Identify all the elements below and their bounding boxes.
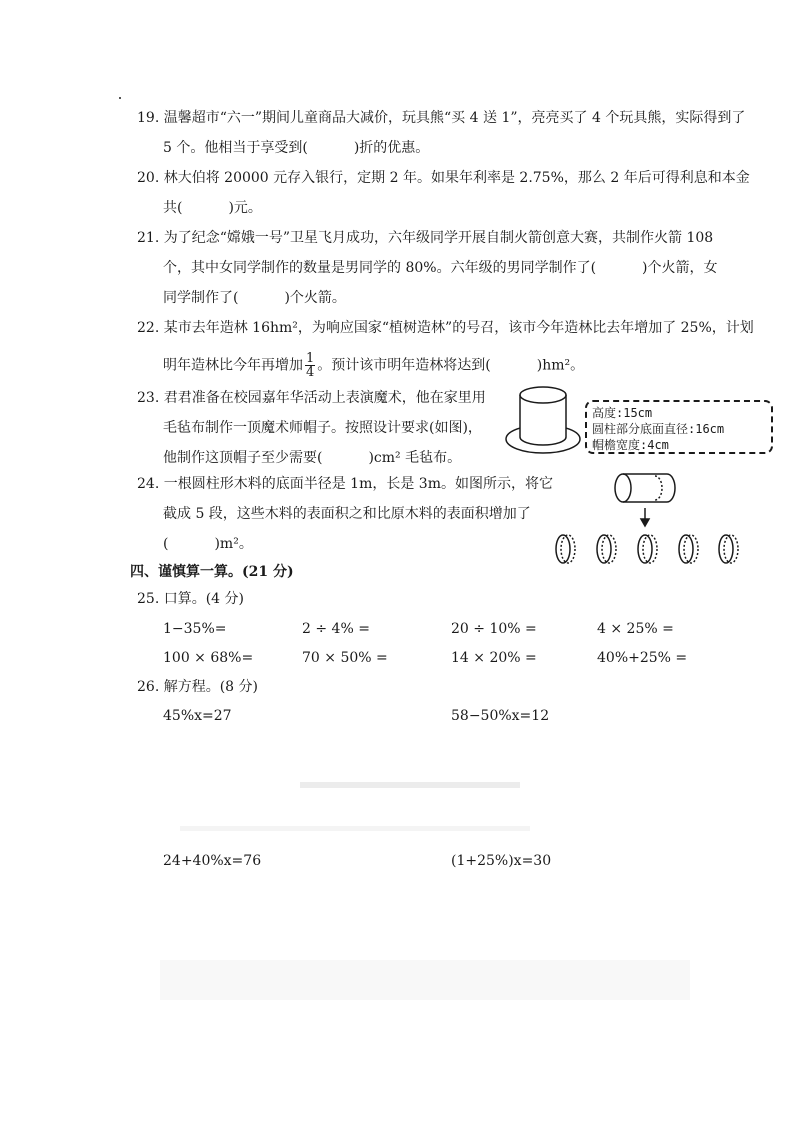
problem-24-line-1: 24. 一根圆柱形木料的底面半径是 1m，长是 3m。如图所示，将它 [137, 476, 553, 492]
magician-hat-illustration [500, 383, 590, 463]
bleed-through-mark [160, 960, 690, 1000]
fraction-one-quarter: $\frac{1}{4}$ [306, 351, 315, 380]
problem-20-line-1: 20. 林大伯将 20000 元存入银行，定期 2 年。如果年利率是 2.75%，那么 2 年后可得利息和本金 [137, 170, 750, 186]
problem-21-line-3: 同学制作了( )个火箭。 [163, 290, 346, 306]
whole-cylinder [615, 474, 675, 502]
problem-19-line-2: 5 个。他相当于享受到( )折的优惠。 [163, 140, 430, 156]
question-25-title: 25. 口算。(4 分) [137, 591, 244, 607]
equation-item: 24+40%x=76 [163, 853, 262, 869]
problem-23-line-3: 他制作这顶帽子至少需要( )cm² 毛毡布。 [163, 450, 462, 466]
problem-24-line-2: 截成 5 段，这些木料的表面积之和比原木料的表面积增加了 [163, 506, 531, 522]
problem-22-line-1: 22. 某市去年造林 16hm²，为响应国家“植树造林”的号召，该市今年造林比去年增加了 25%，计划 [137, 320, 754, 336]
oral-calc-item: 1−35%= [163, 621, 227, 637]
oral-calc-item: 20 ÷ 10% = [451, 621, 537, 637]
problem-19-line-1: 19. 温馨超市“六一”期间儿童商品大减价，玩具熊“买 4 送 1”，亮亮买了 4 个玩具熊，实际得到了 [137, 110, 746, 126]
question-26-title: 26. 解方程。(8 分) [137, 679, 258, 695]
problem-24-line-3: ( )m²。 [163, 536, 253, 552]
scan-speck [119, 97, 121, 99]
cylinder-cut-illustration [550, 468, 750, 573]
hat-height: 高度:15cm [592, 406, 653, 420]
hat-dimensions-box [585, 400, 773, 454]
oral-calc-item: 40%+25% = [597, 650, 688, 666]
oral-calc-item: 14 × 20% = [451, 650, 537, 666]
bleed-through-mark [180, 826, 530, 831]
equation-item: 58−50%x=12 [451, 708, 550, 724]
problem-22-line-2: 明年造林比今年再增加 $\frac{1}{4}$ 。预计该市明年造林将达到( )hm²。 [163, 351, 585, 380]
oral-calc-item: 70 × 50% = [302, 650, 388, 666]
oral-calc-item: 2 ÷ 4% = [302, 621, 370, 637]
equation-item: (1+25%)x=30 [451, 853, 552, 869]
section-4-title: 四、谨慎算一算。(21 分) [130, 564, 294, 580]
problem-23-line-2: 毛毡布制作一顶魔术师帽子。按照设计要求(如图)， [163, 420, 482, 436]
cut-pieces [556, 535, 738, 563]
problem-23-line-1: 23. 君君准备在校园嘉年华活动上表演魔术，他在家里用 [137, 390, 486, 406]
problem-21-line-2: 个，其中女同学制作的数量是男同学的 80%。六年级的男同学制作了( )个火箭，女 [163, 260, 718, 276]
down-arrow [641, 508, 649, 526]
problem-20-line-2: 共( )元。 [163, 200, 262, 216]
oral-calc-item: 100 × 68%= [163, 650, 254, 666]
problem-21-line-1: 21. 为了纪念“嫦娥一号”卫星飞月成功，六年级同学开展自制火箭创意大赛，共制作火箭 108 [137, 230, 714, 246]
hat-brim-width: 帽檐宽度:4cm [592, 438, 669, 452]
bleed-through-mark [300, 782, 520, 788]
hat-diameter: 圆柱部分底面直径:16cm [592, 422, 725, 436]
equation-item: 45%x=27 [163, 708, 232, 724]
oral-calc-item: 4 × 25% = [597, 621, 674, 637]
